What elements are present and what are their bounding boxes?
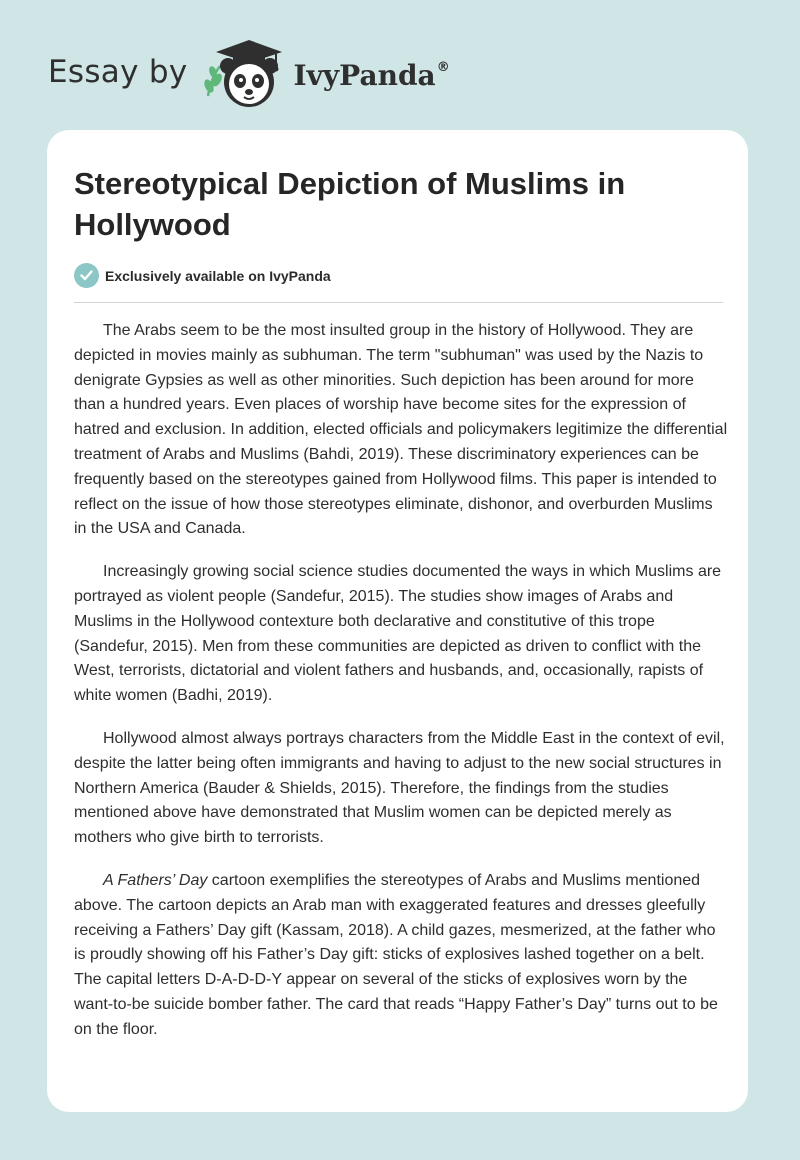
exclusive-badge-label: Exclusively available on IvyPanda — [105, 267, 331, 284]
paragraph — [74, 869, 729, 1043]
essay-card — [47, 130, 748, 1112]
registered-mark: ® — [436, 59, 450, 75]
divider — [74, 302, 723, 303]
cartoon-title: A Fathers’ Day — [103, 871, 208, 889]
essay-title: Stereotypical Depiction of Muslims in Hollywood — [74, 166, 626, 242]
paragraph: The Arabs seem to be the most insulted group in the history of Hollywood. They are depicted in movies mainly as subhuman. The term "subhuman" was used by the Nazis to denigrate Gypsies as well as other minorities. Such depiction has been around for more than a hundred years. Even places of worship have become sites for the expression of hatred and exclusion. In addition, elected officials and policymakers legitimize the differential treatment of Arabs and Muslims (Bahdi, 2019). These discriminatory experiences can be frequently based on the stereotypes gained from Hollywood films. This paper is intended to reflect on the issue of how those stereotypes eliminate, dishonor, and overburden Muslims in the USA and Canada. — [74, 322, 728, 538]
site-header — [48, 34, 450, 114]
essay-body — [74, 319, 729, 1061]
check-circle-icon — [74, 263, 99, 288]
essay-by-label: Essay by — [48, 54, 188, 90]
paragraph: Hollywood almost always portrays characters from the Middle East in the context of evil, despite the latter being often immigrants and having to adjust to the new social structures in Northern America (Bauder & Shields, 2015). Therefore, the findings from the studies mentioned above have demonstrated that Muslim women can be depicted merely as mothers who give birth to terrorists. — [74, 729, 725, 847]
exclusive-badge — [74, 263, 331, 288]
panda-graduate-logo-icon[interactable] — [200, 36, 292, 112]
paragraph-text: cartoon exemplifies the stereotypes of Arabs and Muslims mentioned above. The cartoon depicts an Arab man with exaggerated features and dresses gleefully receiving a Fathers’ Day gift (Kassam, 2018). A child gazes, mesmerized, at the father who is proudly showing off his Father’s Day gift: sticks of explosives lashed together on a belt. The capital letters D-A-D-D-Y appear on several of the sticks of explosives worn by the want-to-be suicide bomber father. The card that reads “Happy Father’s Day” turns out to be on the floor. — [74, 871, 718, 1038]
brand-name-text: IvyPanda — [293, 58, 436, 92]
brand-name[interactable] — [294, 59, 450, 92]
paragraph: Increasingly growing social science studies documented the ways in which Muslims are portrayed as violent people (Sandefur, 2015). The studies show images of Arabs and Muslims in the Hollywood contexture both declarative and constitutive of this trope (Sandefur, 2015). Men from these communities are depicted as driven to conflict with the West, terrorists, dictatorial and violent fathers and husbands, and, occasionally, rapists of white women (Badhi, 2019). — [74, 563, 722, 705]
